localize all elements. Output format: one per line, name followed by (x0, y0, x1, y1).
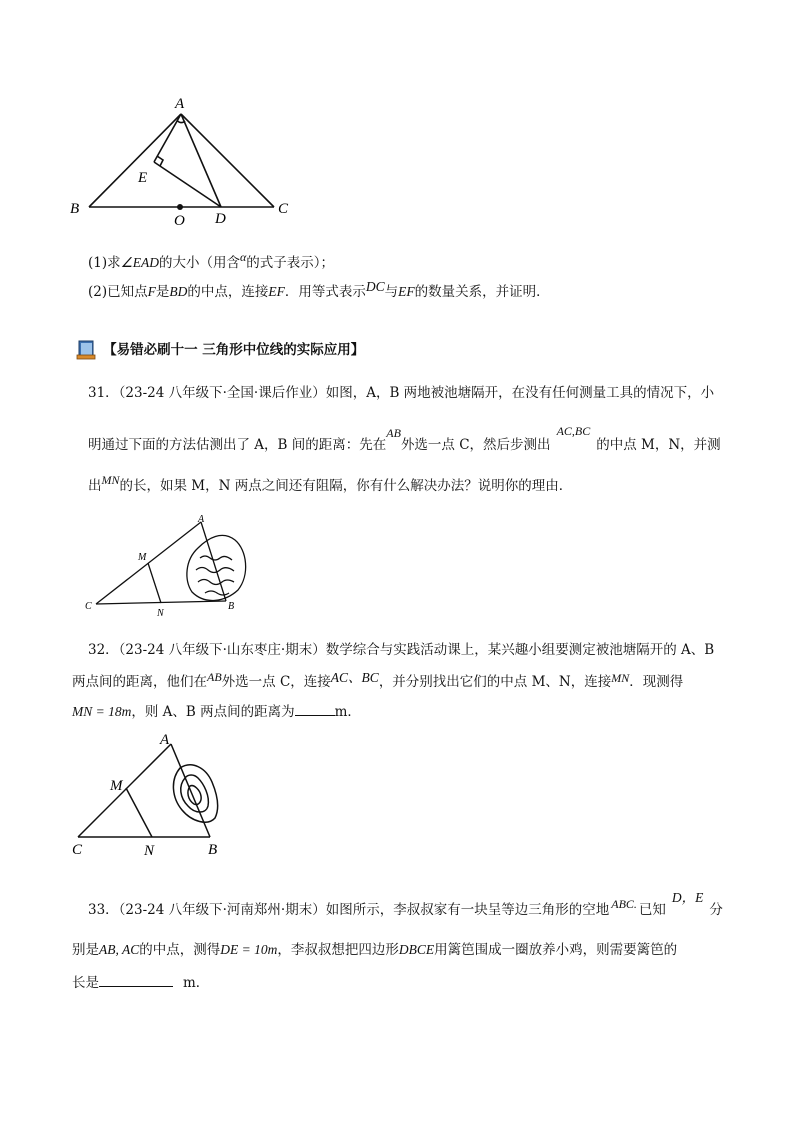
section-header (76, 338, 364, 361)
label-b: B (228, 601, 235, 612)
text: 两点间的距离，他们在 (72, 674, 207, 690)
var-acbc: AC,BC (556, 424, 591, 438)
alpha-symbol: α (239, 250, 247, 264)
text: (1)求 (88, 255, 121, 271)
label-b: B (70, 201, 80, 217)
label-n: N (157, 608, 164, 619)
q33-line1 (88, 890, 723, 920)
var-ac-bc: AC、BC (330, 670, 379, 685)
equation-de: DE = 10m (220, 942, 278, 957)
q33-line2 (72, 940, 677, 960)
q30-part2 (88, 279, 550, 302)
label-c: C (72, 842, 83, 858)
text: 长是 (72, 975, 99, 991)
var-abc: ABC. (611, 897, 637, 911)
label-a: A (160, 732, 170, 748)
q31-line1: 31．（23-24 八年级下·全国·课后作业）如图，A，B 两地被池塘隔开，在没有任何测量工具的情况下，小 (88, 385, 715, 401)
var-de: D，E (671, 890, 704, 905)
text: 的长，如果 M，N 两点之间还有阻隔，你有什么解决办法？说明你的理由． (119, 478, 573, 494)
text: 用篱笆围成一圈放养小鸡，则需要篱笆的 (434, 942, 678, 958)
var-mn: MN (101, 473, 120, 487)
text: 明通过下面的方法估测出了 A，B 间的距离：先在 (88, 437, 387, 453)
var-ef: EF (268, 284, 285, 299)
label-a: A (198, 514, 205, 525)
label-m: M (110, 778, 123, 794)
label-m: M (138, 552, 147, 563)
text: 的中点，测得 (139, 942, 221, 958)
text: 33．（23-24 八年级下·河南郑州·期末）如图所示，李叔叔家有一块呈等边三角形的空地 (88, 902, 610, 918)
answer-blank[interactable] (99, 986, 173, 987)
equation-mn: MN = 18m (72, 704, 132, 719)
answer-blank[interactable] (295, 715, 335, 716)
label-c: C (278, 201, 289, 217)
text: 的数量关系，并证明． (414, 284, 550, 300)
text: 已知 (638, 902, 666, 918)
label-d: D (215, 211, 226, 227)
var-dc: DC (365, 279, 385, 294)
section-title: 【易错必刷十一 三角形中位线的实际应用】 (103, 342, 365, 358)
label-c: C (85, 601, 92, 612)
label-o: O (174, 213, 185, 229)
var-mn: MN (611, 671, 630, 685)
point-o (177, 204, 183, 210)
text: 与 (384, 284, 399, 300)
figure-pond-31 (80, 510, 260, 620)
label-e: E (138, 170, 148, 186)
text: m． (183, 975, 210, 991)
text: ，则 A、B 两点间的距离为 (131, 704, 295, 720)
label-b: B (208, 842, 218, 858)
q33-line3 (72, 973, 209, 993)
text: 外选一点 C，连接 (221, 674, 331, 690)
text: ，李叔叔想把四边形 (277, 942, 399, 958)
figure-pond-32 (70, 730, 240, 860)
label-a: A (175, 96, 185, 112)
var-dbce: DBCE (398, 942, 435, 957)
q31-line2 (88, 424, 721, 455)
q31-line3 (88, 473, 573, 496)
text: ，并分别找出它们的中点 M、N，连接 (378, 674, 612, 690)
text: ．用等式表示 (284, 284, 366, 300)
q32-line2 (72, 672, 683, 692)
text: 是 (155, 284, 170, 300)
text: 的式子表示）； (246, 255, 335, 271)
text: 出 (88, 478, 102, 494)
text: (2)已知点 (88, 284, 148, 300)
figure-triangle-abc (60, 90, 300, 230)
var-ab-ac: AB, AC (99, 942, 140, 957)
var-ef: EF (398, 284, 415, 299)
text: 的大小（用含 (158, 255, 240, 271)
text: 分 (709, 902, 723, 918)
text: 的中点，连接 (187, 284, 269, 300)
text: 的中点 M，N，并测 (596, 437, 721, 453)
var-ab: AB (207, 670, 222, 684)
q32-line1: 32．（23-24 八年级下·山东枣庄·期末）数学综合与实践活动课上，某兴趣小组要测定被池塘隔开的 A、B (88, 642, 715, 658)
text: 外选一点 C，然后步测出 (400, 437, 551, 453)
book-icon (76, 339, 98, 361)
text: m． (334, 704, 361, 720)
var-f: F (147, 284, 156, 299)
q32-line3 (72, 702, 361, 722)
var-ab: AB (386, 426, 401, 440)
label-n: N (144, 843, 155, 859)
text: 别是 (72, 942, 99, 958)
angle-ead: ∠EAD (120, 255, 159, 270)
text: ．现测得 (629, 674, 684, 690)
q30-part1 (88, 250, 335, 273)
var-bd: BD (169, 284, 188, 299)
